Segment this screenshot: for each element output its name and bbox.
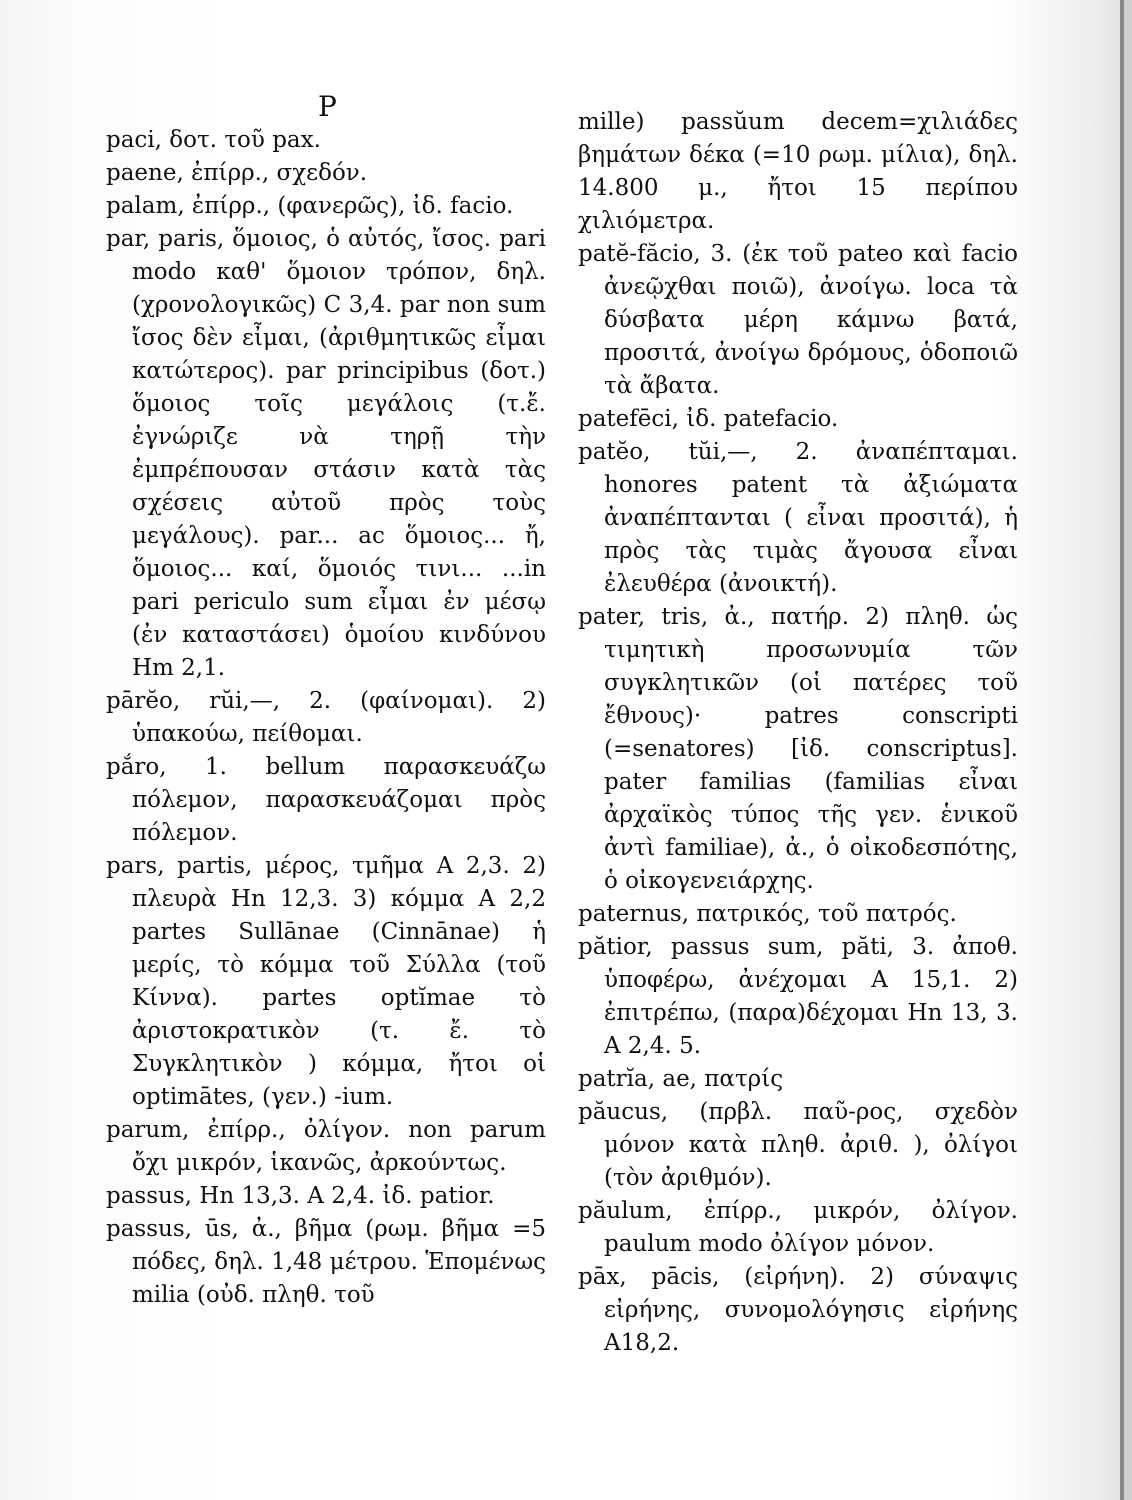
dictionary-entry: păulum, ἐπίρρ., μικρόν, ὀλίγον. paulum modo ὀλίγον μόνον. <box>578 1198 1018 1257</box>
dictionary-entry: pars, partis, μέρος, τμῆμα A 2,3. 2) πλευρὰ Hn 12,3. 3) κόμμα A 2,2 partes Sullānae (Cinnānae) ἡ μερίς, τὸ κόμμα τοῦ Σύλλα (τοῦ Κίννα). partes optĭmae τὸ ἀριστοκρατικὸν (τ. ἔ. τὸ Συγκλητικὸν ) κόμμα, ἤτοι οἱ optimātes, (γεν.) -ium. <box>106 853 546 1110</box>
dictionary-entry-continued: mille) passŭum decem=χιλιάδες βημάτων δέκα (=10 ρωμ. μίλια), δηλ. 14.800 μ., ἤτοι 15 περίπου χιλιόμετρα. <box>578 109 1018 234</box>
dictionary-entry: pāx, pācis, (εἰρήνη). 2) σύναψις εἰρήνης, συνομολόγησις εἰρήνης A18,2. <box>578 1264 1018 1356</box>
dictionary-entry: patĕo, tŭi,—, 2. ἀναπέπταμαι. honores patent τὰ ἀξιώματα ἀναπέπτανται ( εἶναι προσιτά), ἡ πρὸς τὰς τιμὰς ἄγουσα εἶναι ἐλευθέρα (ἀνοικτή). <box>578 439 1018 597</box>
dictionary-entry: paci, δοτ. τοῦ pax. <box>106 127 321 153</box>
dictionary-entry: pắro, 1. bellum παρασκευάζω πόλεμον, παρασκευάζομαι πρὸς πόλεμον. <box>106 754 546 846</box>
dictionary-entry: pater, tris, ἀ., πατήρ. 2) πληθ. ὡς τιμητικὴ προσωνυμία τῶν συγκλητικῶν (οἱ πατέρες τοῦ ἔθνους)· patres conscripti (=senatores) [ἰδ. conscriptus]. pater familias (familias εἶναι ἀρχαϊκὸς τύπος τῆς γεν. ἑνικοῦ ἀντὶ familiae), ἀ., ὁ οἰκοδεσπότης, ὁ οἰκογενειάρχης. <box>578 604 1018 894</box>
dictionary-entry: passus, ūs, ἀ., βῆμα (ρωμ. βῆμα =5 πόδες, δηλ. 1,48 μέτρου. Ἑπομένως milia (οὐδ. πληθ. τοῦ <box>106 1216 546 1308</box>
page-edge-shadow <box>1124 0 1132 1500</box>
right-column <box>578 106 1018 1360</box>
dictionary-entry: pārĕo, rŭi,—, 2. (φαίνομαι). 2) ὑπακούω, πείθομαι. <box>106 688 546 747</box>
page-binding-edge <box>1120 0 1124 1500</box>
dictionary-entry: patĕ-făcio, 3. (ἐκ τοῦ pateo καὶ facio ἀνεῷχθαι ποιῶ), ἀνοίγω. loca τὰ δύσβατα μέρη κάμνω βατά, προσιτά, ἀνοίγω δρόμους, ὁδοποιῶ τὰ ἄβατα. <box>578 241 1018 399</box>
dictionary-entry: paternus, πατρικός, τοῦ πατρός. <box>578 901 957 927</box>
dictionary-entry: pătior, passus sum, păti, 3. ἀποθ. ὑποφέρω, ἀνέχομαι A 15,1. 2) ἐπιτρέπω, (παρα)δέχομαι Hn 13, 3. A 2,4. 5. <box>578 934 1018 1059</box>
dictionary-entry: passus, Hn 13,3. A 2,4. ἰδ. patior. <box>106 1183 495 1209</box>
dictionary-entry: palam, ἐπίρρ., (φανερῶς), ἰδ. facio. <box>106 193 514 219</box>
dictionary-entry: paene, ἐπίρρ., σχεδόν. <box>106 160 368 186</box>
dictionary-entry: patrĭa, ae, πατρίς <box>578 1066 784 1092</box>
dictionary-entry: păucus, (πρβλ. παῦ-ρος, σχεδὸν μόνον κατὰ πληθ. ἀριθ. ), ὀλίγοι (τὸν ἀριθμόν). <box>578 1099 1018 1191</box>
section-letter: P <box>318 90 338 123</box>
left-column <box>106 124 546 1312</box>
dictionary-entry: patefēci, ἰδ. patefacio. <box>578 406 839 432</box>
dictionary-entry: parum, ἐπίρρ., ὀλίγον. non parum ὄχι μικρόν, ἱκανῶς, ἀρκούντως. <box>106 1117 546 1176</box>
dictionary-entry: par, paris, ὅμοιος, ὁ αὐτός, ἴσος. pari modo καθ' ὅμοιον τρόπον, δηλ. (χρονολογικῶς) C 3,4. par non sum ἴσος δὲν εἶμαι, (ἀριθμητικῶς εἶμαι κατώτερος). par principibus (δοτ.) ὅμοιος τοῖς μεγάλοις (τ.ἔ. ἐγνώριζε νὰ τηρῇ τὴν ἐμπρέπουσαν στάσιν κατὰ τὰς σχέσεις αὐτοῦ πρὸς τοὺς μεγάλους). par... ac ὅμοιος... ἤ, ὅμοιος... καί, ὅμοιός τινι... ...in pari periculo sum εἶμαι ἐν μέσῳ (ἐν καταστάσει) ὁμοίου κινδύνου Hm 2,1. <box>106 226 546 681</box>
